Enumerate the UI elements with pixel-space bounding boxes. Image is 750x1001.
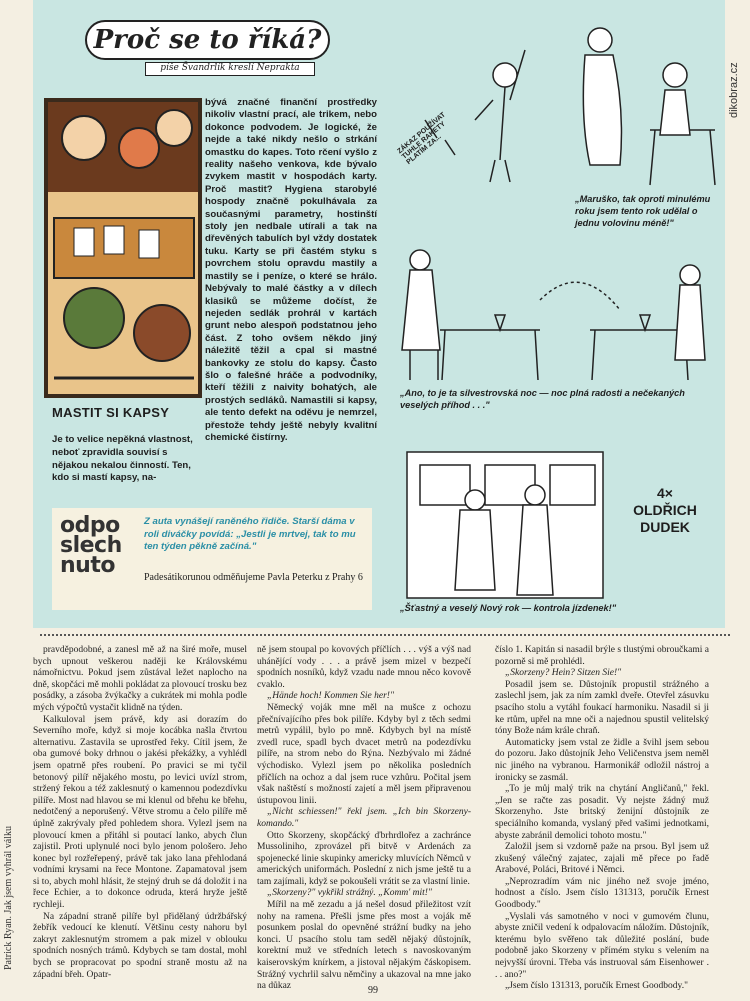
odposlechnuto-quote: Z auta vynášejí raněného řidiče. Starší dáma v roli diváčky povídá: „Jestli je mrtvej, tak to mu ten týden pěkně začíná." [144,516,356,552]
story-paragraph: Posadil jsem se. Důstojník propustil strážného a zaslechl jsem, jak za ním zamkl dveře. Otevřel zásuvku psacího stolu a vytáhl foukací harmoniku. Nasadil si ji ke rtům, upřel na mne oči a najednou spustil velitelský tóny Bože nám krále chraň. [495,679,709,737]
story-source: Patrick Ryan. Jak jsem vyhrál válku [3,825,14,970]
cartoon-caption-2: „Ano, to je ta silvestrovská noc — noc plná radosti a nečekaných veselých příhod . . ." [400,388,685,410]
story-paragraph: „Nicht schiessen!" řekl jsem. „Ich bin Skorzeny-komando." [257,807,471,829]
cartoon-tram [405,450,605,600]
cartoon-fireworks [385,10,720,190]
cartoon-author [615,485,715,536]
masthead-title: Proč se to říká? [85,20,330,60]
story-paragraph: Kalkuloval jsem právě, kdy asi dorazím do Severního moře, když si moje kocábka našla čtvrtou alternativu. Zastavila se uprostřed řeky. Cítil jsem, že oba gumové boky drhnou o jakési překážky, a vyhlédl jsem opatrně přes roubení. Po pravici se mi tyčil betonový pilíř nějakého mostu, po levici uvízl strom, stržený řekou a též zaklesnutý o kamennou podezdívku pilíře. Most nad hlavou se mi klenul od břehu ke břehu, nedotčený a neporušený. Větve stromu a čelo pilíře mě úplně zakrývaly před pohledem shora. Vylezl jsem na plovoucí kmen a přitáhl si poutací lanko, abych člun zajistil. Proti uplynulé noci bylo jenom pološero. Jeho konec byl rozřeřepený, právě tak jako lana přehlodaná vodními krysami na řece Montone. Zapamatoval jsem si to, abych mohl hlásit, že stejný druh se dá doložit i na řece Echier, a to dokonce odruda, která hryže ještě rychleji. [33,714,247,911]
story-paragraph: Automaticky jsem vstal ze židle a švihl jsem sebou do pozoru. Jako důstojník Jeho Veličenstva jsem neměl nic jiného na vybranou. Harmonikář odložil nástroj a ironicky se zasmál. [495,737,709,783]
logo-line: nuto [60,553,115,578]
masthead-subtitle: píše Švandrlík kreslí Neprakta [145,62,315,76]
story-column-3 [495,645,709,993]
story-paragraph: „Skorzeny?" vykřikl strážný. „Komm' mit!" [267,888,432,899]
card-players-illustration [44,98,202,398]
story-paragraph: „Vyslali vás samotného v noci v gumovém člunu, abyste zničil vedení k odpalovacím náložím. Důstojník, kterému bylo svěřeno tak důležité poslání, bude podobně jako Skorzeny v přímém styku s velením na nejvyšší úrovni. Třeba vás instruoval sám Eisenhower . . . ano?" [495,911,709,980]
story-paragraph: Německý voják mne měl na mušce z ochozu přečnívajícího přes bok pilíře. Kdyby byl z těch sedmi metrů vypálil, bylo po mně. Kdybych byl na místě zvedl ruce, spadl bych dvacet metrů na podezdívku pilíře, na strom nebo do Rýna. Nezbývalo mi žádné východisko. Vylezl jsem po několika posledních příčlích na ochoz a dal jsem ruce vzhůru. Počital jsem však naštěstí s možností zajetí a měl jsem připravenou ústupovou linii. [257,702,471,806]
story-paragraph: pravděpodobné, a zanesl mě až na širé moře, musel bych upnout veškerou naději ke Královskému námořnictvu. Pokud jsem zůstával ležet naplocho na dně, skopčáci mě mohli pokládat za plovoucí trosku bez posádky, a zásoba žvýkačky a cukrátek mi mohla podle mých výpočtů vystačit klidně na týden. [33,645,247,713]
dotted-separator [40,634,730,636]
story-paragraph: „Hände hoch! Kommen Sie her!" [267,691,394,702]
cartoon-caption-1: „Maruško, tak oproti minulému roku jsem tento rok udělal o jednu volovinu méně!" [575,194,711,228]
site-label: dikobraz.cz [728,62,740,118]
story-paragraph: Založil jsem si vzdorně paže na prsou. Byl jsem už zkušený válečný zajatec, zajali mě přece po řadě Arabové, Poláci, Britové i Němci. [495,842,709,876]
story-column-2 [257,645,471,993]
masthead [85,20,330,76]
story-paragraph: ně jsem stoupal po kovových příčlích . . . výš a výš nad uhánějící vody . . . a právě jsem mizel v bezpečí spodních nosníků, když vzadu nade mnou něco kovově cvaklo. [257,645,471,690]
logo-line: slech [60,533,122,558]
odposlechnuto-logo [60,513,135,578]
odposlechnuto-box [52,508,372,610]
story-column-1 [33,645,247,981]
story-paragraph: „Skorzeny? Hein? Sitzen Sie!" [505,668,622,679]
odposlechnuto-credit: Padesátikorunou odměňujeme Pavla Peterku z Prahy 6 [144,572,363,583]
story-paragraph: „Jsem číslo 131313, poručík Ernest Goodbody." [505,981,688,992]
article-lead: Je to velice nepěkná vlastnost, neboť zpravidla souvisí s nějakou nekalou činností. Ten, kdo si mastí kapsy, na- [52,434,193,484]
article-body: bývá značné finanční prostředky nikoliv vlastní prací, ale trikem, nebo dokonce podvodem. Je logické, že nejde a také nikdy nešlo o strkání omastku do kapes. Toto rčení vyšlo z reality našeho venkova, kde bývalo zvykem mastit v hospodách karty. Proč mastit? Hygiena starobylé hospody značně pokulhávala za současnými parametry, hostinští stoly jen nedbale utírali a tak na dřevěných tabulích byl vždy dostatek tuku. Karty se při častém styku s povrchem stolu opravdu mastily a mastily se i peníze, o které se hrálo. Nebývaly to malé částky a v dílech klasiků se můžeme dočíst, že nejeden sedlák prohrál v kartách grunt nebo alespoň podstatnou jeho část. Z toho ovšem někdo jiný náležitě těžil a cpal si mastné bankovky ze stolu do kapsy. Často šlo o falešné hráče a podvodníky, kteří těžili z naivity bohatých, ale prostých sedláků. Namastili si kapsy, ale tento defekt na oděvu je nemrzel, přestože tehdy ještě nebyly kvalitní chemické čistírny. [205,97,377,443]
logo-line: odpo [60,513,120,538]
story-paragraph: Otto Skorzeny, skopčácký ďbrhrdlořez a zachránce Mussoliniho, zprovázel při bitvě v Ardenách za spojenecké linie skupinky americky mluvících Němců v amerických uniformách. Poslední z nich jsme ještě tu a tam zajímali, když se pokoušeli vrátit se za vlastní linie. [257,830,471,887]
author-line: 4× [657,485,673,501]
author-line: OLDŘICH [633,502,697,518]
story-paragraph: Na západní straně pilíře byl přidělaný údržbářský žebřík vedoucí ke klenutí. Většinu cesty nahoru byl zakryt zaklesnutým stromem a pak mizel v oblouku spodních nosných trámů. Kdybych se tam dostal, mohl bych se propracovat po spodní straně mostu až na západní břeh. Opatr- [33,911,247,980]
cartoon-caption-3: „Šťastný a veselý Nový rok — kontrola jízdenek!" [400,603,617,613]
story-paragraph: Mířil na mě zezadu a já nešel dosud přiležitost vzít nohy na ramena. Přešli jsme přes most a voják mě posunkem poslal do opevněné strážní budky na jeho konci. U psacího stolu tam seděl nějaký důstojník, korektní muž ve středních letech s navoskovaným kaiserovským knírkem, a jistoval nějakým čáskopisem. Strážný vychrlil salvu němčiny a ukazoval na mne jako na důkaz [257,900,471,992]
story-paragraph: číslo 1. Kapitán si nasadil brýle s tlustými obroučkami a pozorně si mě prohlédl. [495,645,709,667]
story-paragraph: „Neprozradím vám nic jiného než svoje jméno, hodnost a číslo. Jsem číslo 131313, poručík Ernest Goodbody." [495,876,709,911]
page-number: 99 [368,985,378,996]
cartoon-new-years-eve [390,240,720,385]
author-line: DUDEK [640,519,690,535]
story-paragraph: „To je můj malý trik na chytání Angličanů," řekl. „Jen se račte zas posadit. Vy nejste žádný muž Skorzenyho. Jste britský ženijní důstojník ze speciálního komanda, vyslaný před vašimi jednotkami, abyste zabránil demolici tohoto mostu." [495,784,709,841]
article-heading: MASTIT SI KAPSY [52,405,170,420]
cartoon-sign: ZÁKAZ POUŽÍVAT TUHLE RAKETY PLATÍM ZA... [396,111,447,167]
